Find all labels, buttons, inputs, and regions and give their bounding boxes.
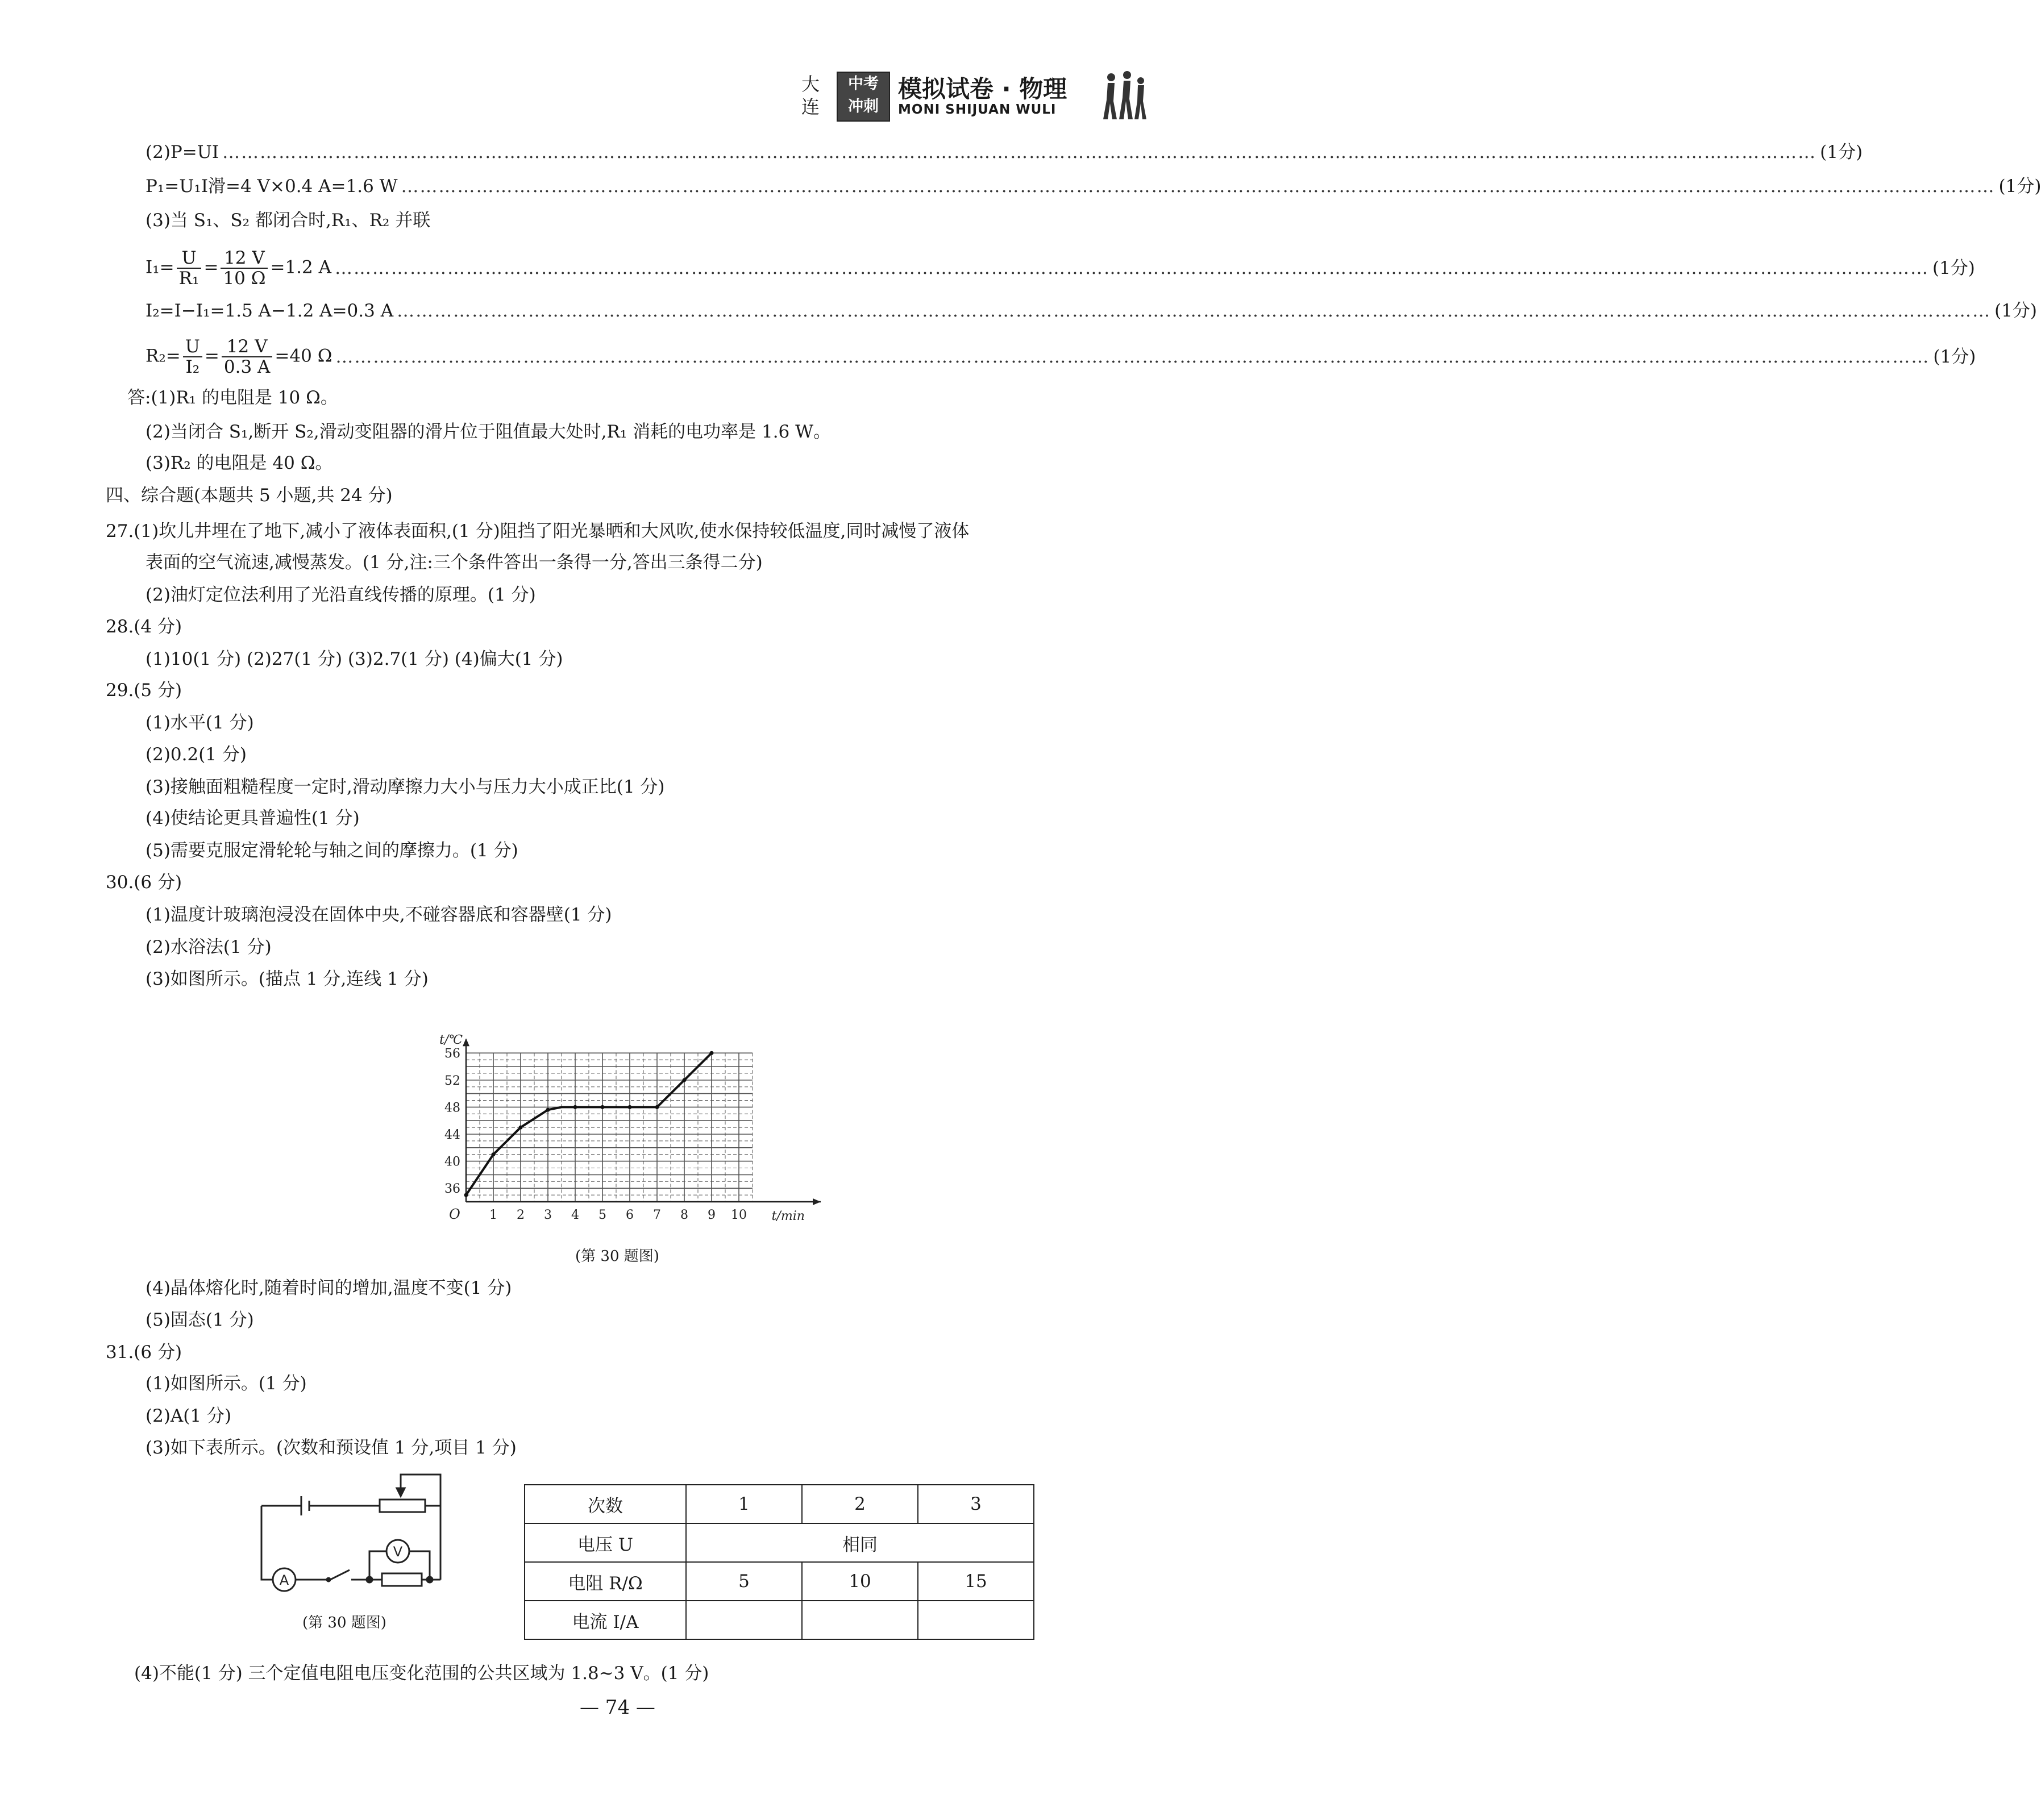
header-title: 模拟试卷 · 物理 — [898, 75, 1067, 103]
calc-expr: I₂=I−I₁=1.5 A−1.2 A=0.3 A — [146, 301, 394, 321]
data-point — [492, 1152, 496, 1156]
experiment-table — [524, 1484, 1034, 1640]
q28-heading: 28.(4 分) — [106, 617, 182, 637]
calc-expr: (2)P=UI — [146, 142, 219, 163]
header-subtitle: MONI SHIJUAN WULI — [898, 102, 1057, 117]
chart-caption: (第 30 题图) — [575, 1248, 659, 1265]
q29-line1: (1)水平(1 分) — [146, 713, 254, 733]
temperature-time-chart — [432, 1000, 830, 1233]
circuit-caption: (第 30 题图) — [302, 1614, 386, 1631]
voltmeter-label: V — [393, 1544, 403, 1560]
x-axis-arrow — [813, 1198, 821, 1205]
page-number: — 74 — — [580, 1696, 655, 1719]
data-point — [655, 1105, 659, 1109]
table-cell: 2 — [802, 1485, 918, 1523]
table-cell: 电阻 R/Ω — [525, 1562, 686, 1601]
calc-expr: P₁=U₁I滑=4 V×0.4 A=1.6 W — [146, 176, 398, 197]
y-tick-label: 56 — [444, 1047, 460, 1061]
section-heading: 四、综合题(本题共 5 小题,共 24 分) — [106, 485, 393, 506]
x-tick-label: 9 — [708, 1208, 716, 1222]
x-tick-label: 10 — [731, 1208, 747, 1222]
table-row — [525, 1562, 1034, 1601]
y-tick-label: 40 — [444, 1155, 460, 1169]
points: (1分) — [1820, 142, 1863, 163]
dot-leader: ………………………………………………………………………………………………………………………………………………………………………………………………………………………………… — [401, 176, 1996, 197]
table-cell: 5 — [686, 1562, 802, 1601]
calc-row-i2 — [146, 299, 2038, 322]
badge: 中考 冲刺 — [837, 72, 890, 122]
table-cell: 电流 I/A — [525, 1601, 686, 1639]
q31-line3: (3)如下表所示。(次数和预设值 1 分,项目 1 分) — [146, 1438, 517, 1458]
y-axis-label: t/℃ — [439, 1033, 463, 1048]
origin-label: O — [449, 1206, 460, 1222]
switch — [330, 1570, 350, 1580]
q31-line1: (1)如图所示。(1 分) — [146, 1373, 307, 1394]
data-point — [710, 1051, 714, 1055]
table-cell — [802, 1601, 918, 1639]
data-point — [464, 1193, 468, 1197]
q29-line3: (3)接触面粗糙程度一定时,滑动摩擦力大小与压力大小成正比(1 分) — [146, 777, 665, 797]
q29-heading: 29.(5 分) — [106, 680, 182, 701]
q31-line4: (4)不能(1 分) 三个定值电阻电压变化范围的公共区域为 1.8~3 V。(1 分) — [134, 1663, 709, 1684]
calc-row-p1 — [146, 175, 2041, 198]
points: (1分) — [1994, 301, 2038, 321]
answer-3: (3)R₂ 的电阻是 40 Ω。 — [146, 453, 333, 473]
x-axis-label: t/min — [771, 1209, 805, 1223]
q27-line1: 27.(1)坎儿井埋在了地下,减小了液体表面积,(1 分)阻挡了阳光暴晒和大风吹,使水保持较低温度,同时减慢了液体 — [106, 521, 970, 542]
data-point — [519, 1126, 523, 1130]
table-row — [525, 1485, 1034, 1523]
q30-heading: 30.(6 分) — [106, 872, 182, 893]
table-cell: 15 — [918, 1562, 1034, 1601]
x-tick-label: 5 — [598, 1208, 606, 1222]
dot-leader: ………………………………………………………………………………………………………………………………………………………………………………………………………………………………… — [335, 347, 1930, 367]
data-point — [546, 1108, 550, 1112]
q31-line2: (2)A(1 分) — [146, 1406, 232, 1426]
q30-line1: (1)温度计玻璃泡浸没在固体中央,不碰容器底和容器壁(1 分) — [146, 905, 612, 925]
points: (1分) — [1933, 347, 1976, 367]
ammeter-label: A — [279, 1572, 289, 1588]
circuit-diagram — [250, 1469, 455, 1600]
fixed-resistor — [382, 1573, 422, 1586]
q29-line5: (5)需要克服定滑轮轮与轴之间的摩擦力。(1 分) — [146, 840, 518, 861]
table-row — [525, 1523, 1034, 1562]
calc-row-p — [146, 141, 1863, 164]
q29-line2: (2)0.2(1 分) — [146, 744, 247, 765]
table-cell: 次数 — [525, 1485, 686, 1523]
x-tick-label: 1 — [489, 1208, 497, 1222]
q27-line2: 表面的空气流速,减慢蒸发。(1 分,注:三个条件答出一条得一分,答出三条得二分) — [146, 552, 763, 573]
q30-line3: (3)如图所示。(描点 1 分,连线 1 分) — [146, 969, 429, 989]
table-cell — [686, 1601, 802, 1639]
table-cell — [918, 1601, 1034, 1639]
q30-line4: (4)晶体熔化时,随着时间的增加,温度不变(1 分) — [146, 1278, 512, 1298]
x-tick-label: 6 — [626, 1208, 634, 1222]
table-cell: 3 — [918, 1485, 1034, 1523]
y-tick-label: 44 — [444, 1128, 460, 1142]
q30-line5: (5)固态(1 分) — [146, 1310, 254, 1330]
table-row — [525, 1601, 1034, 1639]
calc-expr: I₁= $\frac{U}{\text{R₁}}$ = $\frac{12 V}{10 \Omega}$ =1.2 A — [146, 248, 331, 289]
calc-expr: R₂= $\frac{U}{\text{I₂}}$ = $\frac{12 V}{0.3 A}$ =40 Ω — [146, 336, 332, 377]
runners-logo-icon — [1094, 67, 1151, 124]
data-point — [628, 1105, 632, 1109]
x-tick-label: 3 — [544, 1208, 552, 1222]
rheostat — [380, 1500, 425, 1512]
data-point — [683, 1078, 687, 1082]
q27-line3: (2)油灯定位法利用了光沿直线传播的原理。(1 分) — [146, 585, 536, 605]
data-point — [573, 1105, 577, 1109]
table-cell: 10 — [802, 1562, 918, 1601]
page-header — [801, 67, 1154, 130]
dot-leader: ………………………………………………………………………………………………………………………………………………………………………………………………………………………………… — [222, 142, 1817, 163]
x-tick-label: 8 — [680, 1208, 688, 1222]
x-tick-label: 7 — [653, 1208, 661, 1222]
q28-answers: (1)10(1 分) (2)27(1 分) (3)2.7(1 分) (4)偏大(1 分) — [146, 649, 563, 669]
dot-leader: ………………………………………………………………………………………………………………………………………………………………………………………………………………………………… — [397, 301, 1992, 321]
dot-leader: ………………………………………………………………………………………………………………………………………………………………………………………………………………………………… — [334, 258, 1929, 278]
table-cell: 电压 U — [525, 1523, 686, 1562]
x-tick-label: 4 — [571, 1208, 579, 1222]
y-axis-arrow — [463, 1038, 469, 1046]
calc-row-i1 — [146, 245, 1975, 291]
answer-2: (2)当闭合 S₁,断开 S₂,滑动变阻器的滑片位于阻值最大处时,R₁ 消耗的电功率是 1.6 W。 — [146, 422, 831, 442]
y-tick-label: 48 — [444, 1101, 460, 1115]
data-point — [601, 1105, 605, 1109]
answer-1: 答:(1)R₁ 的电阻是 10 Ω。 — [127, 388, 338, 408]
x-tick-label: 2 — [517, 1208, 525, 1222]
y-tick-label: 52 — [444, 1073, 460, 1088]
table-cell: 相同 — [686, 1523, 1034, 1562]
q31-heading: 31.(6 分) — [106, 1342, 182, 1363]
y-tick-label: 36 — [444, 1182, 460, 1197]
parallel-note: (3)当 S₁、S₂ 都闭合时,R₁、R₂ 并联 — [146, 210, 431, 231]
points: (1分) — [1932, 258, 1975, 278]
table-cell: 1 — [686, 1485, 802, 1523]
q29-line4: (4)使结论更具普遍性(1 分) — [146, 808, 360, 828]
calc-row-r2 — [146, 334, 1976, 380]
city-label: 大 连 — [801, 73, 820, 118]
points: (1分) — [1998, 176, 2041, 197]
q30-line2: (2)水浴法(1 分) — [146, 937, 272, 957]
